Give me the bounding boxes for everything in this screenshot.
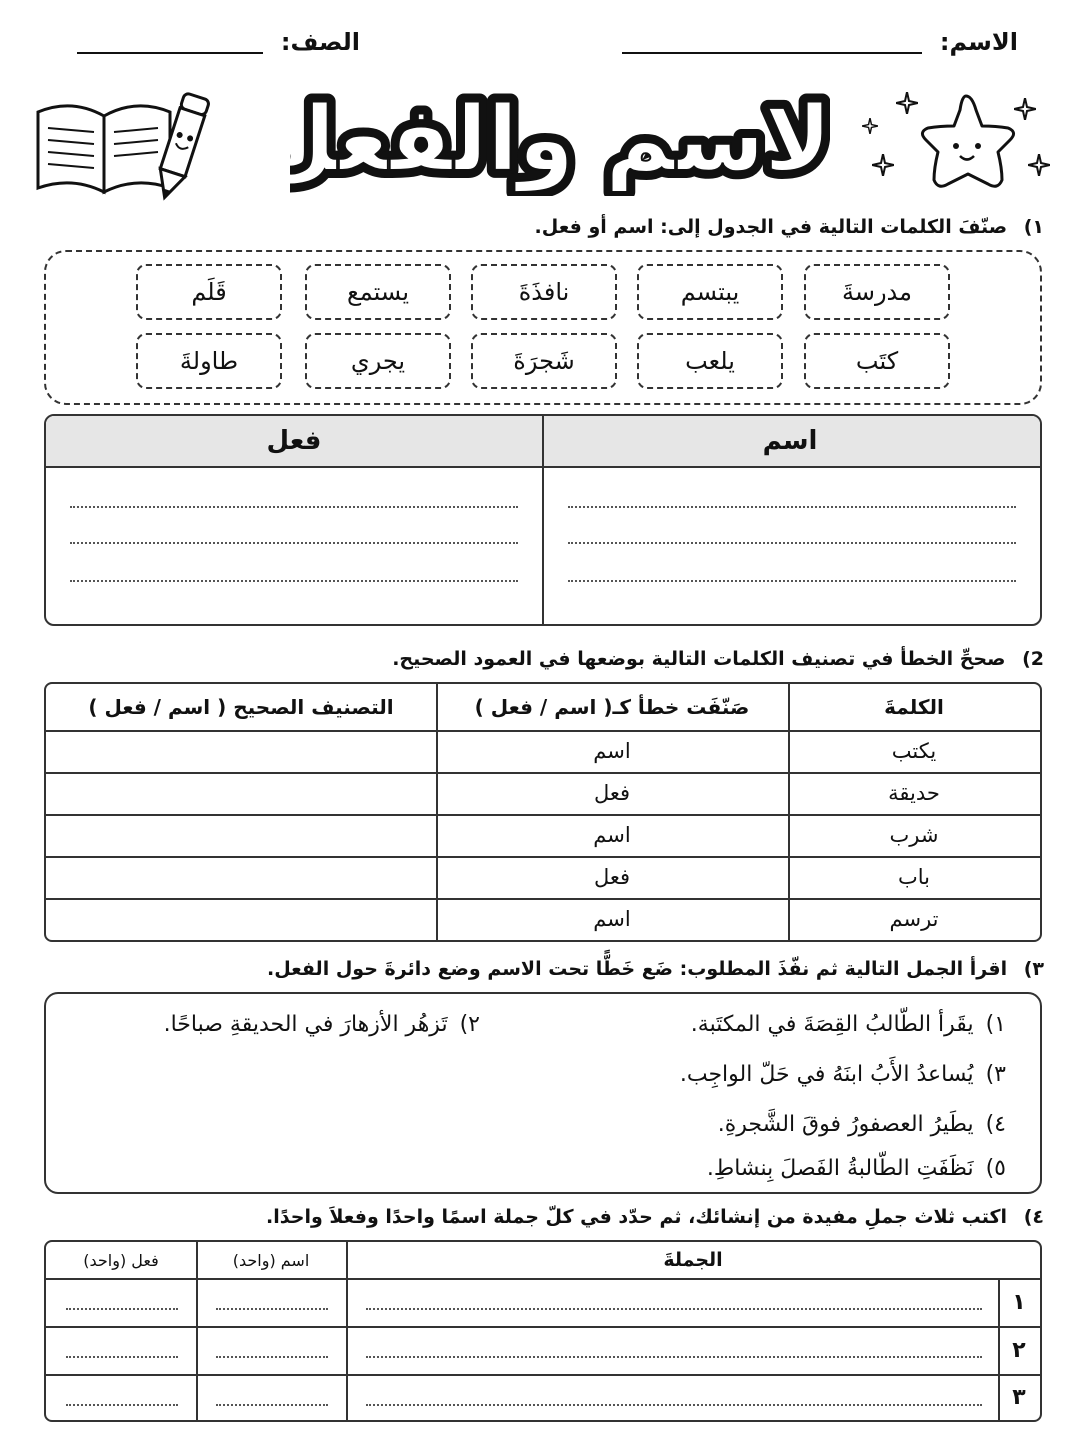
table-cell-wrong: اسم bbox=[593, 907, 631, 931]
sparkle-icon bbox=[896, 92, 918, 114]
table-header: التصنيف الصحيح ( اسم / فعل ) bbox=[88, 695, 394, 719]
sentence-text: نَظَفَتِ الطّالبةُ الفَصلَ بِنشاطِ. bbox=[706, 1156, 974, 1181]
word-card: يستمع bbox=[305, 264, 451, 320]
sentence-item bbox=[718, 1112, 1006, 1137]
class-blank-line[interactable] bbox=[77, 32, 263, 54]
table-header: الكلمةَ bbox=[884, 695, 944, 719]
table-cell-wrong: فعل bbox=[593, 865, 631, 889]
sentence-text: تَزهُر الأزهارَ في الحديقةِ صباحًا. bbox=[163, 1012, 448, 1037]
noun-answer-line[interactable] bbox=[216, 1356, 328, 1358]
sentence-number: ٤) bbox=[985, 1112, 1006, 1137]
student-class-field bbox=[77, 28, 360, 56]
table-header-noun: اسم (واحد) bbox=[232, 1250, 310, 1270]
answer-line[interactable] bbox=[70, 542, 518, 544]
answer-line[interactable] bbox=[70, 506, 518, 508]
q4-text: اكتب ثلاث جملِ مفيدة من إنشائك، ثم حدّد في كلّ جملة اسمًا واحدًا وفعلاَ واحدًا. bbox=[266, 1206, 1008, 1228]
sparkle-icon bbox=[862, 118, 878, 134]
noun-answer-line[interactable] bbox=[216, 1308, 328, 1310]
book-pencil-decoration bbox=[32, 90, 212, 205]
table-cell-answer[interactable] bbox=[46, 856, 436, 898]
q4-instruction bbox=[266, 1206, 1044, 1228]
q2-text: صححِّ الخطأ في تصنيف الكلمات التالية بوضعها في العمود الصحيح. bbox=[392, 648, 1006, 670]
q3-instruction bbox=[267, 958, 1044, 980]
q2-instruction bbox=[392, 648, 1044, 670]
sentence-item bbox=[164, 1012, 480, 1037]
sort-table bbox=[44, 414, 1042, 626]
name-blank-line[interactable] bbox=[622, 32, 922, 54]
word-card: شَجرَةَ bbox=[471, 333, 617, 389]
table-cell-wrong: فعل bbox=[593, 781, 631, 805]
row-divider bbox=[46, 1326, 1040, 1328]
word-card: كتَب bbox=[804, 333, 950, 389]
table-cell-answer[interactable] bbox=[46, 814, 436, 856]
sparkle-icon bbox=[1028, 154, 1050, 176]
sentence-text: يطَيرُ العصفورُ فوقَ الشَّجرةِ. bbox=[717, 1112, 974, 1137]
table-cell-wrong: اسم bbox=[593, 823, 631, 847]
row-number: ٣ bbox=[1012, 1384, 1026, 1410]
word-card: طاولةَ bbox=[136, 333, 282, 389]
column-divider bbox=[542, 416, 544, 624]
noun-column-header: اسم bbox=[540, 416, 1040, 468]
sentence-number: ١) bbox=[985, 1012, 1006, 1037]
class-label: الصف: bbox=[280, 28, 360, 56]
row-number: ١ bbox=[1012, 1289, 1026, 1315]
q4-number: ٤) bbox=[1023, 1206, 1044, 1228]
title-text: لاسم والفعل bbox=[290, 88, 830, 192]
sentence-answer-line[interactable] bbox=[366, 1404, 982, 1406]
sentence-item bbox=[691, 1012, 1006, 1037]
sentence-text: يُساعدُ الأَبُ ابنَهُ في حَلّ الواجِب. bbox=[679, 1062, 974, 1087]
word-card: يبتسم bbox=[637, 264, 783, 320]
student-name-field bbox=[622, 28, 1018, 56]
table-header-sentence: الجملةَ bbox=[663, 1249, 723, 1271]
sparkle-icon bbox=[872, 154, 894, 176]
word-card: يجري bbox=[305, 333, 451, 389]
table-cell-word: ترسم bbox=[889, 907, 939, 931]
word-card: قَلَم bbox=[136, 264, 282, 320]
pencil-character-icon bbox=[150, 90, 212, 205]
answer-line[interactable] bbox=[70, 580, 518, 582]
answer-line[interactable] bbox=[568, 580, 1016, 582]
table-cell-word: شرب bbox=[889, 823, 939, 847]
sentence-item bbox=[680, 1062, 1006, 1087]
page-title bbox=[290, 88, 830, 196]
verb-column-header: فعل bbox=[46, 416, 542, 468]
row-divider bbox=[46, 1374, 1040, 1376]
noun-answer-line[interactable] bbox=[216, 1404, 328, 1406]
word-bank bbox=[44, 250, 1042, 405]
table-cell-answer[interactable] bbox=[46, 730, 436, 772]
sentence-number: ٣) bbox=[985, 1062, 1006, 1087]
sentence-number: ٥) bbox=[985, 1156, 1006, 1181]
title-svg bbox=[290, 88, 830, 196]
verb-answer-line[interactable] bbox=[66, 1404, 178, 1406]
answer-line[interactable] bbox=[568, 542, 1016, 544]
word-card: نافذَةَ bbox=[471, 264, 617, 320]
sentence-item bbox=[707, 1156, 1006, 1181]
word-card: مدرسةَ bbox=[804, 264, 950, 320]
table-header-verb: فعل (واحد) bbox=[83, 1250, 159, 1270]
sparkle-icon bbox=[1014, 98, 1036, 120]
verb-answer-line[interactable] bbox=[66, 1308, 178, 1310]
sentence-text: يقَرأ الطّالبُ القِصَةَ في المكتَبة. bbox=[690, 1012, 974, 1037]
write-sentences-table bbox=[44, 1240, 1042, 1422]
row-divider bbox=[46, 1278, 1040, 1280]
q1-text: صنّفَ الكلمات التالية في الجدول إلى: اسم أو فعل. bbox=[534, 216, 1008, 238]
word-card: يلعب bbox=[637, 333, 783, 389]
q2-number: 2) bbox=[1022, 648, 1044, 670]
table-cell-answer[interactable] bbox=[46, 772, 436, 814]
q3-number: ٣) bbox=[1023, 958, 1044, 980]
verb-answer-line[interactable] bbox=[66, 1356, 178, 1358]
sentence-answer-line[interactable] bbox=[366, 1308, 982, 1310]
table-cell-word: باب bbox=[898, 865, 931, 889]
star-decoration bbox=[856, 88, 1056, 198]
table-cell-wrong: اسم bbox=[593, 739, 631, 763]
row-number: ٢ bbox=[1012, 1337, 1026, 1363]
sentences-box bbox=[44, 992, 1042, 1194]
sentence-answer-line[interactable] bbox=[366, 1356, 982, 1358]
name-label: الاسم: bbox=[939, 28, 1018, 56]
q3-text: اقرأ الجمل التالية ثم نفّذَ المطلوب: ضَع خَطًّا تحت الاسم وضع دائرةَ حول الفعل. bbox=[266, 958, 1008, 980]
sentence-number: ٢) bbox=[459, 1012, 480, 1037]
correction-table bbox=[44, 682, 1042, 942]
q1-number: ١) bbox=[1023, 216, 1044, 238]
table-header: صَنّفَت خطأ كـ( اسم / فعل ) bbox=[474, 695, 750, 719]
title-outline: لاسم والفعل bbox=[290, 88, 830, 192]
table-cell-answer[interactable] bbox=[46, 898, 436, 940]
q1-instruction bbox=[535, 216, 1044, 238]
answer-line[interactable] bbox=[568, 506, 1016, 508]
table-cell-word: يكتب bbox=[891, 739, 937, 763]
table-cell-word: حديقة bbox=[888, 781, 940, 805]
